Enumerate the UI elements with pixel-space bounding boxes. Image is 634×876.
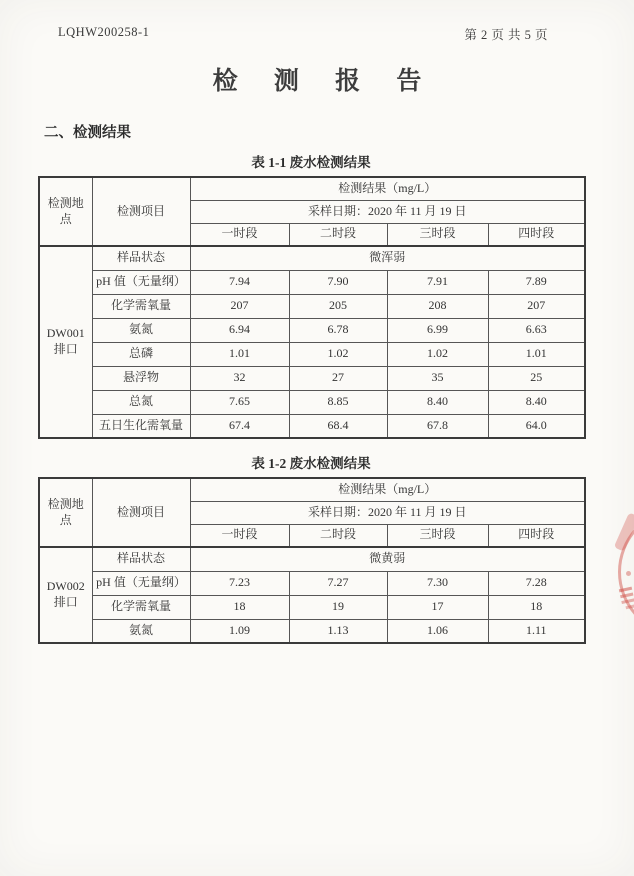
table2-value: 1.11 [488, 619, 585, 643]
table2 [38, 477, 586, 644]
table1-item-tn: 总氮 [92, 390, 190, 414]
table2-caption: 表 1-2 废水检测结果 [251, 456, 371, 471]
table2-period-1: 一时段 [190, 524, 289, 547]
table1-sample-status-value: 微浑弱 [190, 246, 585, 270]
page-header [0, 0, 634, 43]
table-row [39, 619, 585, 643]
table2-value: 17 [387, 595, 488, 619]
table2-header-location: 检测地点 [39, 478, 92, 547]
table-row [39, 318, 585, 342]
table1-value: 8.40 [488, 390, 585, 414]
table1-value: 6.99 [387, 318, 488, 342]
table1-value: 7.94 [190, 270, 289, 294]
table1-item-cod: 化学需氧量 [92, 294, 190, 318]
table1-item-ph: pH 值（无量纲） [92, 270, 190, 294]
table1-value: 64.0 [488, 414, 585, 438]
table1-value: 207 [190, 294, 289, 318]
table1-value: 8.85 [289, 390, 387, 414]
page-indicator: 第 2 页 共 5 页 [464, 28, 548, 42]
table1-sampling-date: 采样日期：2020 年 11 月 19 日 [190, 200, 585, 223]
table-row [39, 294, 585, 318]
table1-value: 67.8 [387, 414, 488, 438]
table2-value: 18 [488, 595, 585, 619]
table1-value: 205 [289, 294, 387, 318]
table1-value: 7.89 [488, 270, 585, 294]
table-row [39, 366, 585, 390]
table1-item-tp: 总磷 [92, 342, 190, 366]
table-row [39, 390, 585, 414]
table2-sample-status-value: 微黄弱 [190, 547, 585, 571]
table2-value: 19 [289, 595, 387, 619]
table1 [38, 176, 586, 439]
table1-sample-status-label: 样品状态 [92, 246, 190, 270]
table1-value: 7.90 [289, 270, 387, 294]
table1-value: 6.94 [190, 318, 289, 342]
table1-value: 1.02 [289, 342, 387, 366]
table1-value: 208 [387, 294, 488, 318]
table1-period-1: 一时段 [190, 223, 289, 246]
table2-value: 1.13 [289, 619, 387, 643]
table2-item-cod: 化学需氧量 [92, 595, 190, 619]
table2-value: 18 [190, 595, 289, 619]
table1-caption: 表 1-1 废水检测结果 [251, 155, 371, 170]
table-row [39, 270, 585, 294]
table2-period-4: 四时段 [488, 524, 585, 547]
table1-value: 32 [190, 366, 289, 390]
table2-value: 7.23 [190, 571, 289, 595]
table1-value: 1.01 [190, 342, 289, 366]
table1-value: 68.4 [289, 414, 387, 438]
table1-value: 7.65 [190, 390, 289, 414]
section-heading: 二、检测结果 [44, 125, 131, 141]
table2-location-value: DW002 排口 [39, 547, 92, 643]
table2-row-sample-status [39, 547, 585, 571]
table2-sample-status-label: 样品状态 [92, 547, 190, 571]
table2-value: 7.30 [387, 571, 488, 595]
table1-value: 7.91 [387, 270, 488, 294]
table1-value: 6.63 [488, 318, 585, 342]
table1-value: 27 [289, 366, 387, 390]
table1-period-2: 二时段 [289, 223, 387, 246]
table1-item-ammonia: 氨氮 [92, 318, 190, 342]
table1-location-value: DW001 排口 [39, 246, 92, 438]
page-title: 检 测 报 告 [212, 68, 437, 95]
table-row [39, 342, 585, 366]
red-seal-dot-icon [626, 571, 631, 576]
table2-period-3: 三时段 [387, 524, 488, 547]
table1-item-bod5: 五日生化需氧量 [92, 414, 190, 438]
table1-value: 1.01 [488, 342, 585, 366]
table2-value: 1.06 [387, 619, 488, 643]
table1-value: 8.40 [387, 390, 488, 414]
table2-item-ph: pH 值（无量纲） [92, 571, 190, 595]
table1-header-row-1 [39, 177, 585, 200]
table1-period-3: 三时段 [387, 223, 488, 246]
table1-value: 1.02 [387, 342, 488, 366]
report-number: LQHW200258-1 [58, 25, 150, 39]
table2-header-result: 检测结果（mg/L） [190, 478, 585, 501]
table2-sampling-date: 采样日期：2020 年 11 月 19 日 [190, 501, 585, 524]
table2-item-ammonia: 氨氮 [92, 619, 190, 643]
table1-value: 25 [488, 366, 585, 390]
table-row [39, 414, 585, 438]
table1-value: 67.4 [190, 414, 289, 438]
table2-header-item: 检测项目 [92, 478, 190, 547]
table1-item-ss: 悬浮物 [92, 366, 190, 390]
table2-value: 7.27 [289, 571, 387, 595]
table1-value: 35 [387, 366, 488, 390]
table2-value: 7.28 [488, 571, 585, 595]
table2-value: 1.09 [190, 619, 289, 643]
table2-period-2: 二时段 [289, 524, 387, 547]
table1-header-item: 检测项目 [92, 177, 190, 246]
table1-row-sample-status [39, 246, 585, 270]
table2-header-row-1 [39, 478, 585, 501]
table-row [39, 571, 585, 595]
table1-period-4: 四时段 [488, 223, 585, 246]
table1-value: 6.78 [289, 318, 387, 342]
table-row [39, 595, 585, 619]
table1-header-result: 检测结果（mg/L） [190, 177, 585, 200]
table1-value: 207 [488, 294, 585, 318]
table1-header-location: 检测地点 [39, 177, 92, 246]
